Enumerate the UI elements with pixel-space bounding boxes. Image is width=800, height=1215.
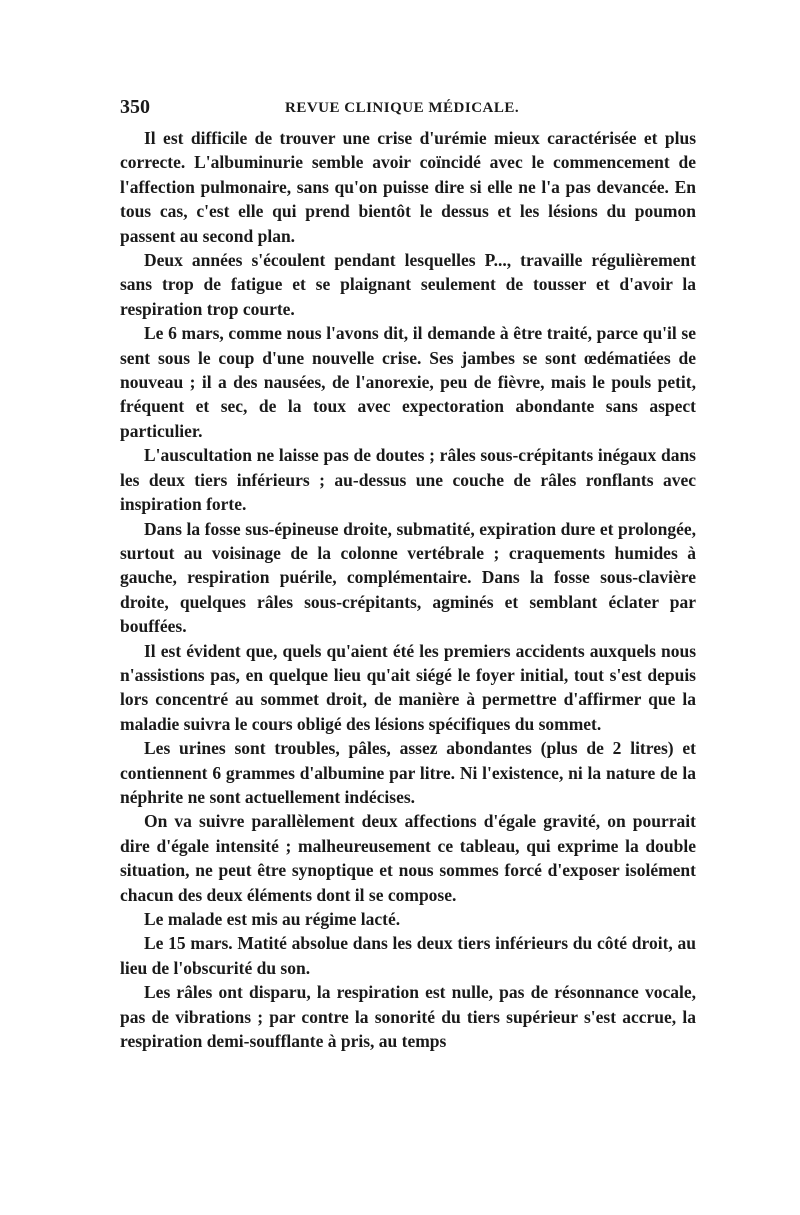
paragraph: Il est difficile de trouver une crise d'urémie mieux caractérisée et plus correcte. L'albuminurie semble avoir coïncidé avec le commencement de l'affection pulmonaire, sans qu'on puisse dire si elle ne l'a pas devancée. En tous cas, c'est elle qui prend bientôt le dessus et les lésions du poumon passent au second plan. [120,128,696,246]
paragraph: Les urines sont troubles, pâles, assez abondantes (plus de 2 litres) et contiennent 6 grammes d'albumine par litre. Ni l'existence, ni la nature de la néphrite ne sont actuellement indécises. [120,738,696,807]
page-number: 350 [120,96,150,118]
paragraph: Le malade est mis au régime lacté. [144,909,401,929]
body-text [120,126,696,1053]
paragraph: L'auscultation ne laisse pas de doutes ; râles sous-crépitants inégaux dans les deux tiers inférieurs ; au-dessus une couche de râles ronflants avec inspiration forte. [120,445,696,515]
paragraph: Il est évident que, quels qu'aient été les premiers accidents auxquels nous n'assistions pas, en quelque lieu qu'ait siégé le foyer initial, tout s'est depuis lors concentré au sommet droit, de manière à permettre d'affirmer que la maladie suivra le cours obligé des lésions spécifiques du sommet. [120,640,696,734]
paragraph: Dans la fosse sus-épineuse droite, submatité, expiration dure et prolongée, surtout au voisinage de la colonne vertébrale ; craquements humides à gauche, respiration puérile, complémentaire. Dans la fosse sous-clavière droite, quelques râles sous-crépitants, agminés et semblant éclater par bouffées. [120,518,696,637]
paragraph: Le 6 mars, comme nous l'avons dit, il demande à être traité, parce qu'il se sent sous le coup d'une nouvelle crise. Ses jambes se sont œdématiées de nouveau ; il a des nausées, de l'anorexie, peu de fièvre, mais le pouls petit, fréquent et sec, de la toux avec expectoration abondante sans aspect particulier. [120,323,696,441]
running-title: REVUE CLINIQUE MÉDICALE. [285,100,520,116]
paragraph: On va suivre parallèlement deux affections d'égale gravité, on pourrait dire d'égale intensité ; malheureusement ce tableau, qui exprime la double situation, ne peut être synoptique et nous sommes forcé d'exposer isolément chacun des deux éléments dont il se compose. [120,811,696,905]
paragraph: Deux années s'écoulent pendant lesquelles P..., travaille régulièrement sans trop de fatigue et se plaignant seulement de tousser et d'avoir la respiration trop courte. [120,250,696,319]
page-header [120,96,700,124]
paragraph: Le 15 mars. Matité absolue dans les deux tiers inférieurs du côté droit, au lieu de l'obscurité du son. [120,933,696,978]
paragraph: Les râles ont disparu, la respiration est nulle, pas de résonnance vocale, pas de vibrations ; par contre la sonorité du tiers supérieur s'est accrue, la respiration demi-soufflante à pris, au temps [120,982,696,1052]
